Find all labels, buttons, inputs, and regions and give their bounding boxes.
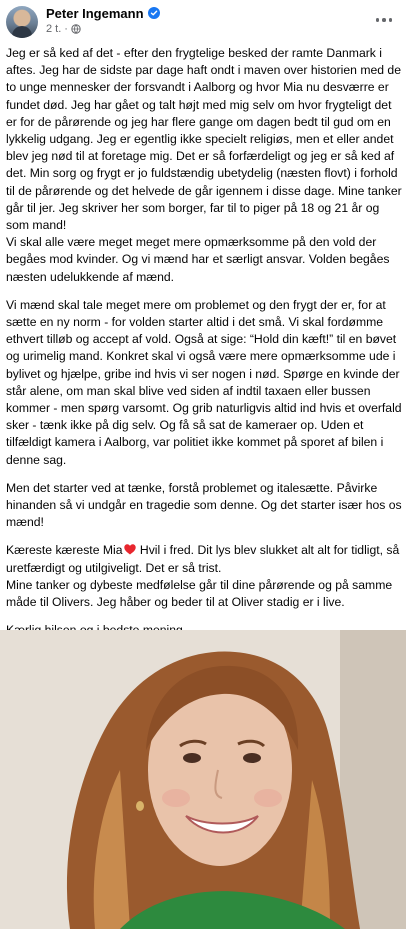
post-timestamp[interactable]: 2 t. [46, 22, 62, 35]
verified-badge-icon [148, 7, 160, 19]
more-options-dot [382, 18, 386, 22]
portrait-illustration [0, 630, 406, 929]
paragraph-4-rest: Hvil i fred. Dit lys blev slukket alt alt for tidligt, så uretfærdigt og utilgiveligt. Det er så trist. Mine tanker og dybeste medfølelse går til dine pårørende og på samme måde til Olivers. Jeg håber og beder til at Oliver stadig er i live. [6, 543, 400, 610]
author-avatar[interactable] [6, 6, 38, 38]
post-paragraph-2: Vi mænd skal tale meget mere om problemet og den frygt der er, for at sætte en ny norm - for volden starter altid i det små. Vi skal fordømme ethvert tilløb og accept af vold. Også at sige: “Hold din kæft!” til en bøvet og urimelig mand. Konkret skal vi også være mere opmærksomme ude i bylivet og hjælpe, gribe ind hvis vi ser nogen i nød. Spørge en kvinde der står alene, om man skal blive ved siden af indtil taxaen eller bussen kommer - men spørg varsomt. Og grib naturligvis altid ind hvis et overfald sker - tænk ikke på dig selv. Og få så sat de kameraer op. Uden et tilfældigt kamera i Aalborg, var politiet ikke kommet på sporet af bilen i denne sag. [6, 297, 402, 467]
post-header [0, 0, 406, 40]
author-name[interactable]: Peter Ingemann [46, 5, 144, 21]
post-text [6, 45, 403, 668]
globe-icon[interactable] [71, 24, 81, 34]
post-paragraph-4 [6, 542, 403, 611]
post-photo[interactable] [0, 630, 406, 929]
paragraph-4-start: Kæreste kæreste Mia [6, 543, 123, 558]
more-options-button[interactable] [372, 10, 396, 30]
more-options-icon [376, 18, 380, 22]
red-heart-icon [124, 543, 136, 554]
author-name-row [46, 5, 160, 21]
more-options-dot [389, 18, 393, 22]
post-meta [46, 22, 81, 35]
meta-separator: · [64, 22, 68, 35]
post-paragraph-3: Men det starter ved at tænke, forstå problemet og italesætte. Påvirke hinanden så vi undgår en tragedie som denne. Og det starter især hos os mænd! [6, 480, 402, 530]
post-paragraph-1: Jeg er så ked af det - efter den frygtelige besked der ramte Danmark i aftes. Jeg har de sidste par dage haft ondt i maven over historien med de to unge mennesker der forsvandt i Aalborg og hvor Mia nu desværre er fundet død. Jeg har gået og talt højt med mig selv om hvor frygteligt det er for de pårørende og jeg har flere gange om dagen bedt til gud om en lykkelig udgang. Jeg er egentlig ikke specielt religiøs, men et eller andet blev jeg nød til at foretage mig. Det er så forfærdeligt og jeg er så ked af det. Min sorg og frygt er jo fuldstændig ubetydelig (næsten flovt) i forhold til de pårørende og det helvede de går igennem i disse dage. Mine tanker går til jer. Jeg skriver her som borger, far til to piger på 18 og 21 år og som mand! Vi skal alle være meget meget mere opmærksomme på den vold der begåes mod kvinder. Og vi mænd har et særligt ansvar. Volden begåes næsten udelukkende af mænd. [6, 46, 402, 284]
